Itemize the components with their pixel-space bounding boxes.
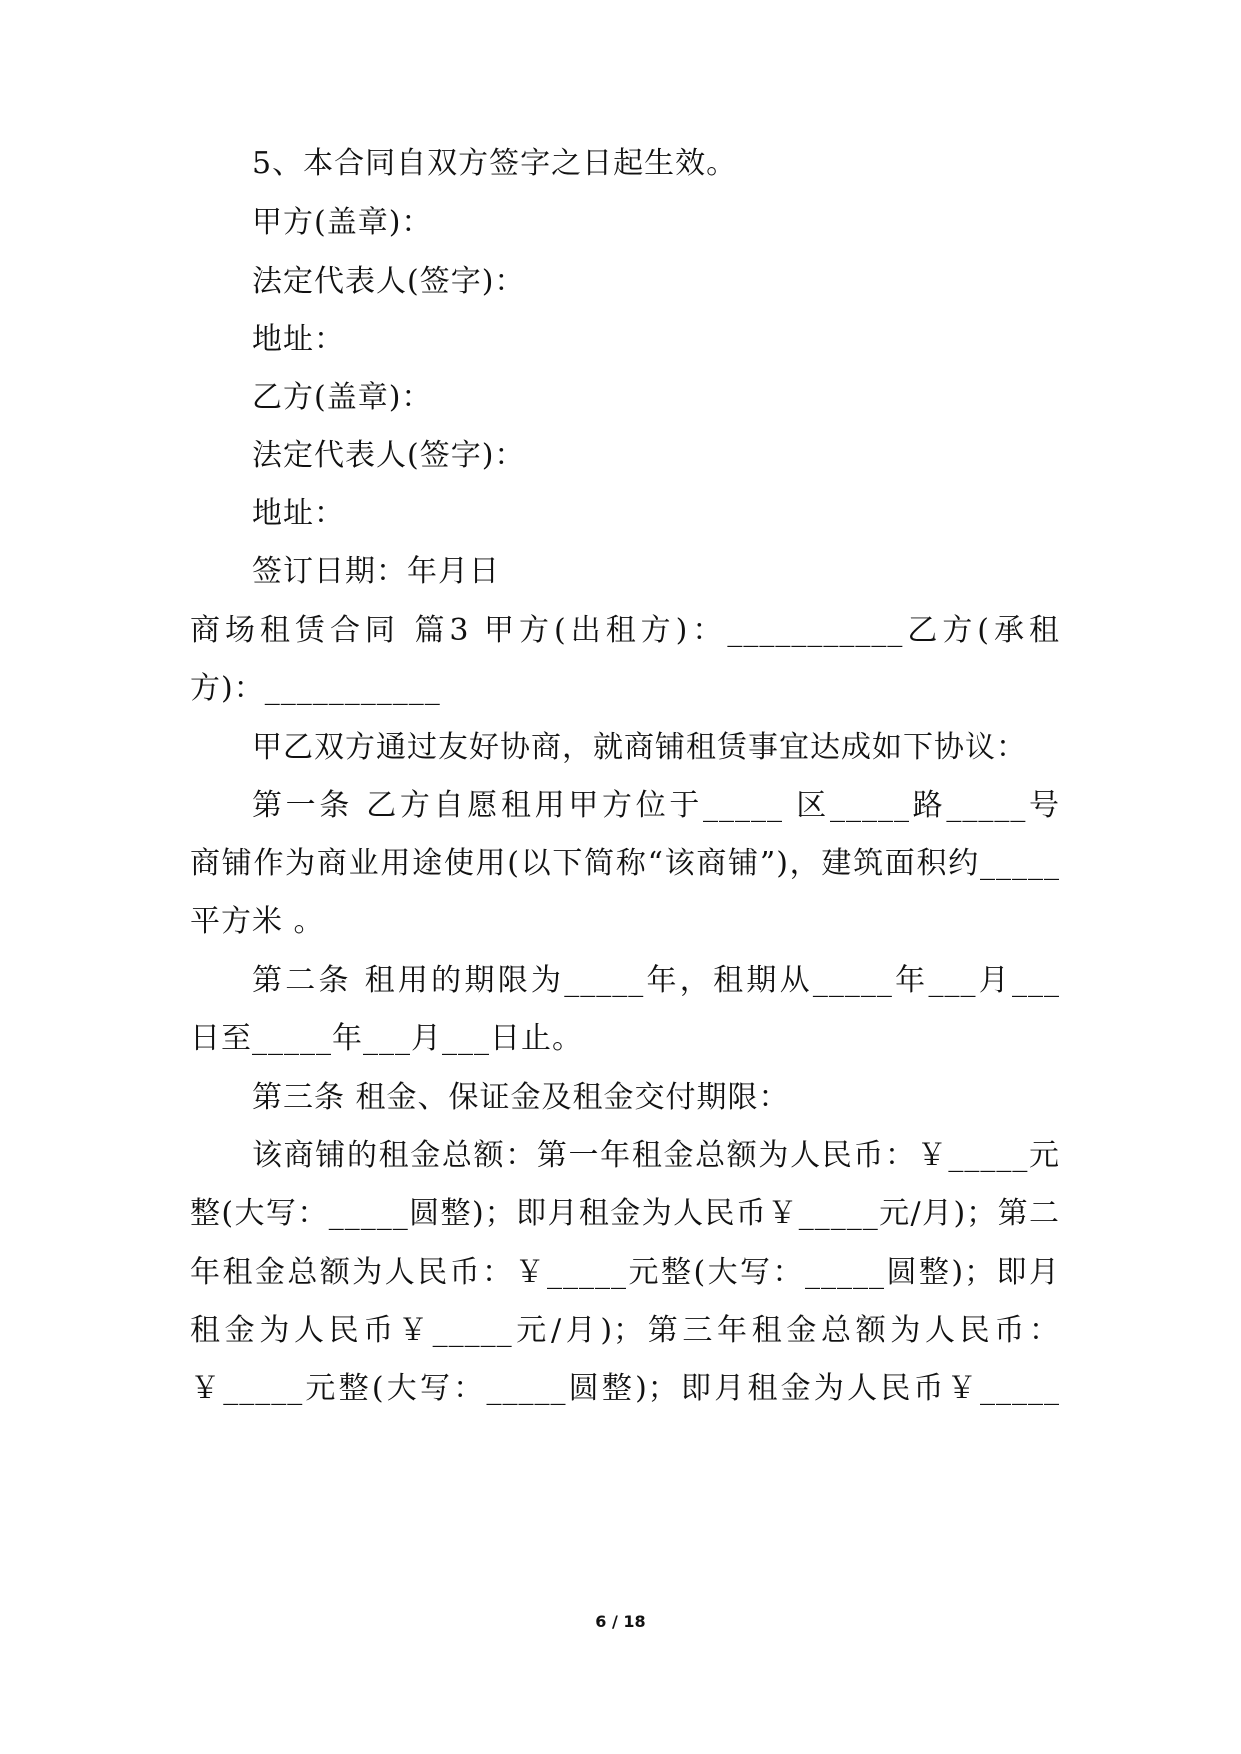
rent-line-1: 该商铺的租金总额：第一年租金总额为人民币：￥_____元 <box>252 1138 1060 1173</box>
article-three-heading: 第三条 租金、保证金及租金交付期限： <box>252 1080 790 1115</box>
party-b-address-label: 地址： <box>252 496 345 531</box>
clause-effective-date: 5、本合同自双方签字之日起生效。 <box>252 146 738 181</box>
contract-heading-continuation: 方)：___________ <box>190 671 441 706</box>
signing-date-label: 签订日期：年月日 <box>252 554 500 589</box>
article-one-line-2: 商铺作为商业用途使用(以下简称“该商铺”)，建筑面积约_____ <box>190 846 1060 881</box>
article-two-line-2: 日至_____年___月___日止。 <box>190 1021 583 1056</box>
party-a-seal-label: 甲方(盖章)： <box>252 205 433 240</box>
contract-heading-line: 商场租赁合同 篇3 甲方(出租方)：___________乙方(承租 <box>190 613 1060 648</box>
rent-line-3: 年租金总额为人民币：￥_____元整(大写：_____圆整)；即月 <box>190 1255 1060 1290</box>
agreement-intro: 甲乙双方通过友好协商，就商铺租赁事宜达成如下协议： <box>252 730 1027 765</box>
article-one-line-1: 第一条 乙方自愿租用甲方位于_____ 区_____路_____号 <box>252 788 1060 823</box>
party-b-seal-label: 乙方(盖章)： <box>252 380 433 415</box>
article-two-line-1: 第二条 租用的期限为_____年，租期从_____年___月___ <box>252 963 1060 998</box>
party-a-representative-label: 法定代表人(签字)： <box>252 264 526 299</box>
party-a-address-label: 地址： <box>252 322 345 357</box>
party-b-representative-label: 法定代表人(签字)： <box>252 438 526 473</box>
rent-line-2: 整(大写：_____圆整)；即月租金为人民币￥_____元/月)；第二 <box>190 1196 1060 1231</box>
page-number: 6 / 18 <box>595 1612 646 1631</box>
article-one-line-3: 平方米 。 <box>190 904 325 939</box>
rent-line-4: 租金为人民币￥_____元/月)；第三年租金总额为人民币： <box>190 1313 1060 1348</box>
rent-line-5: ￥_____元整(大写：_____圆整)；即月租金为人民币￥_____ <box>190 1371 1060 1406</box>
